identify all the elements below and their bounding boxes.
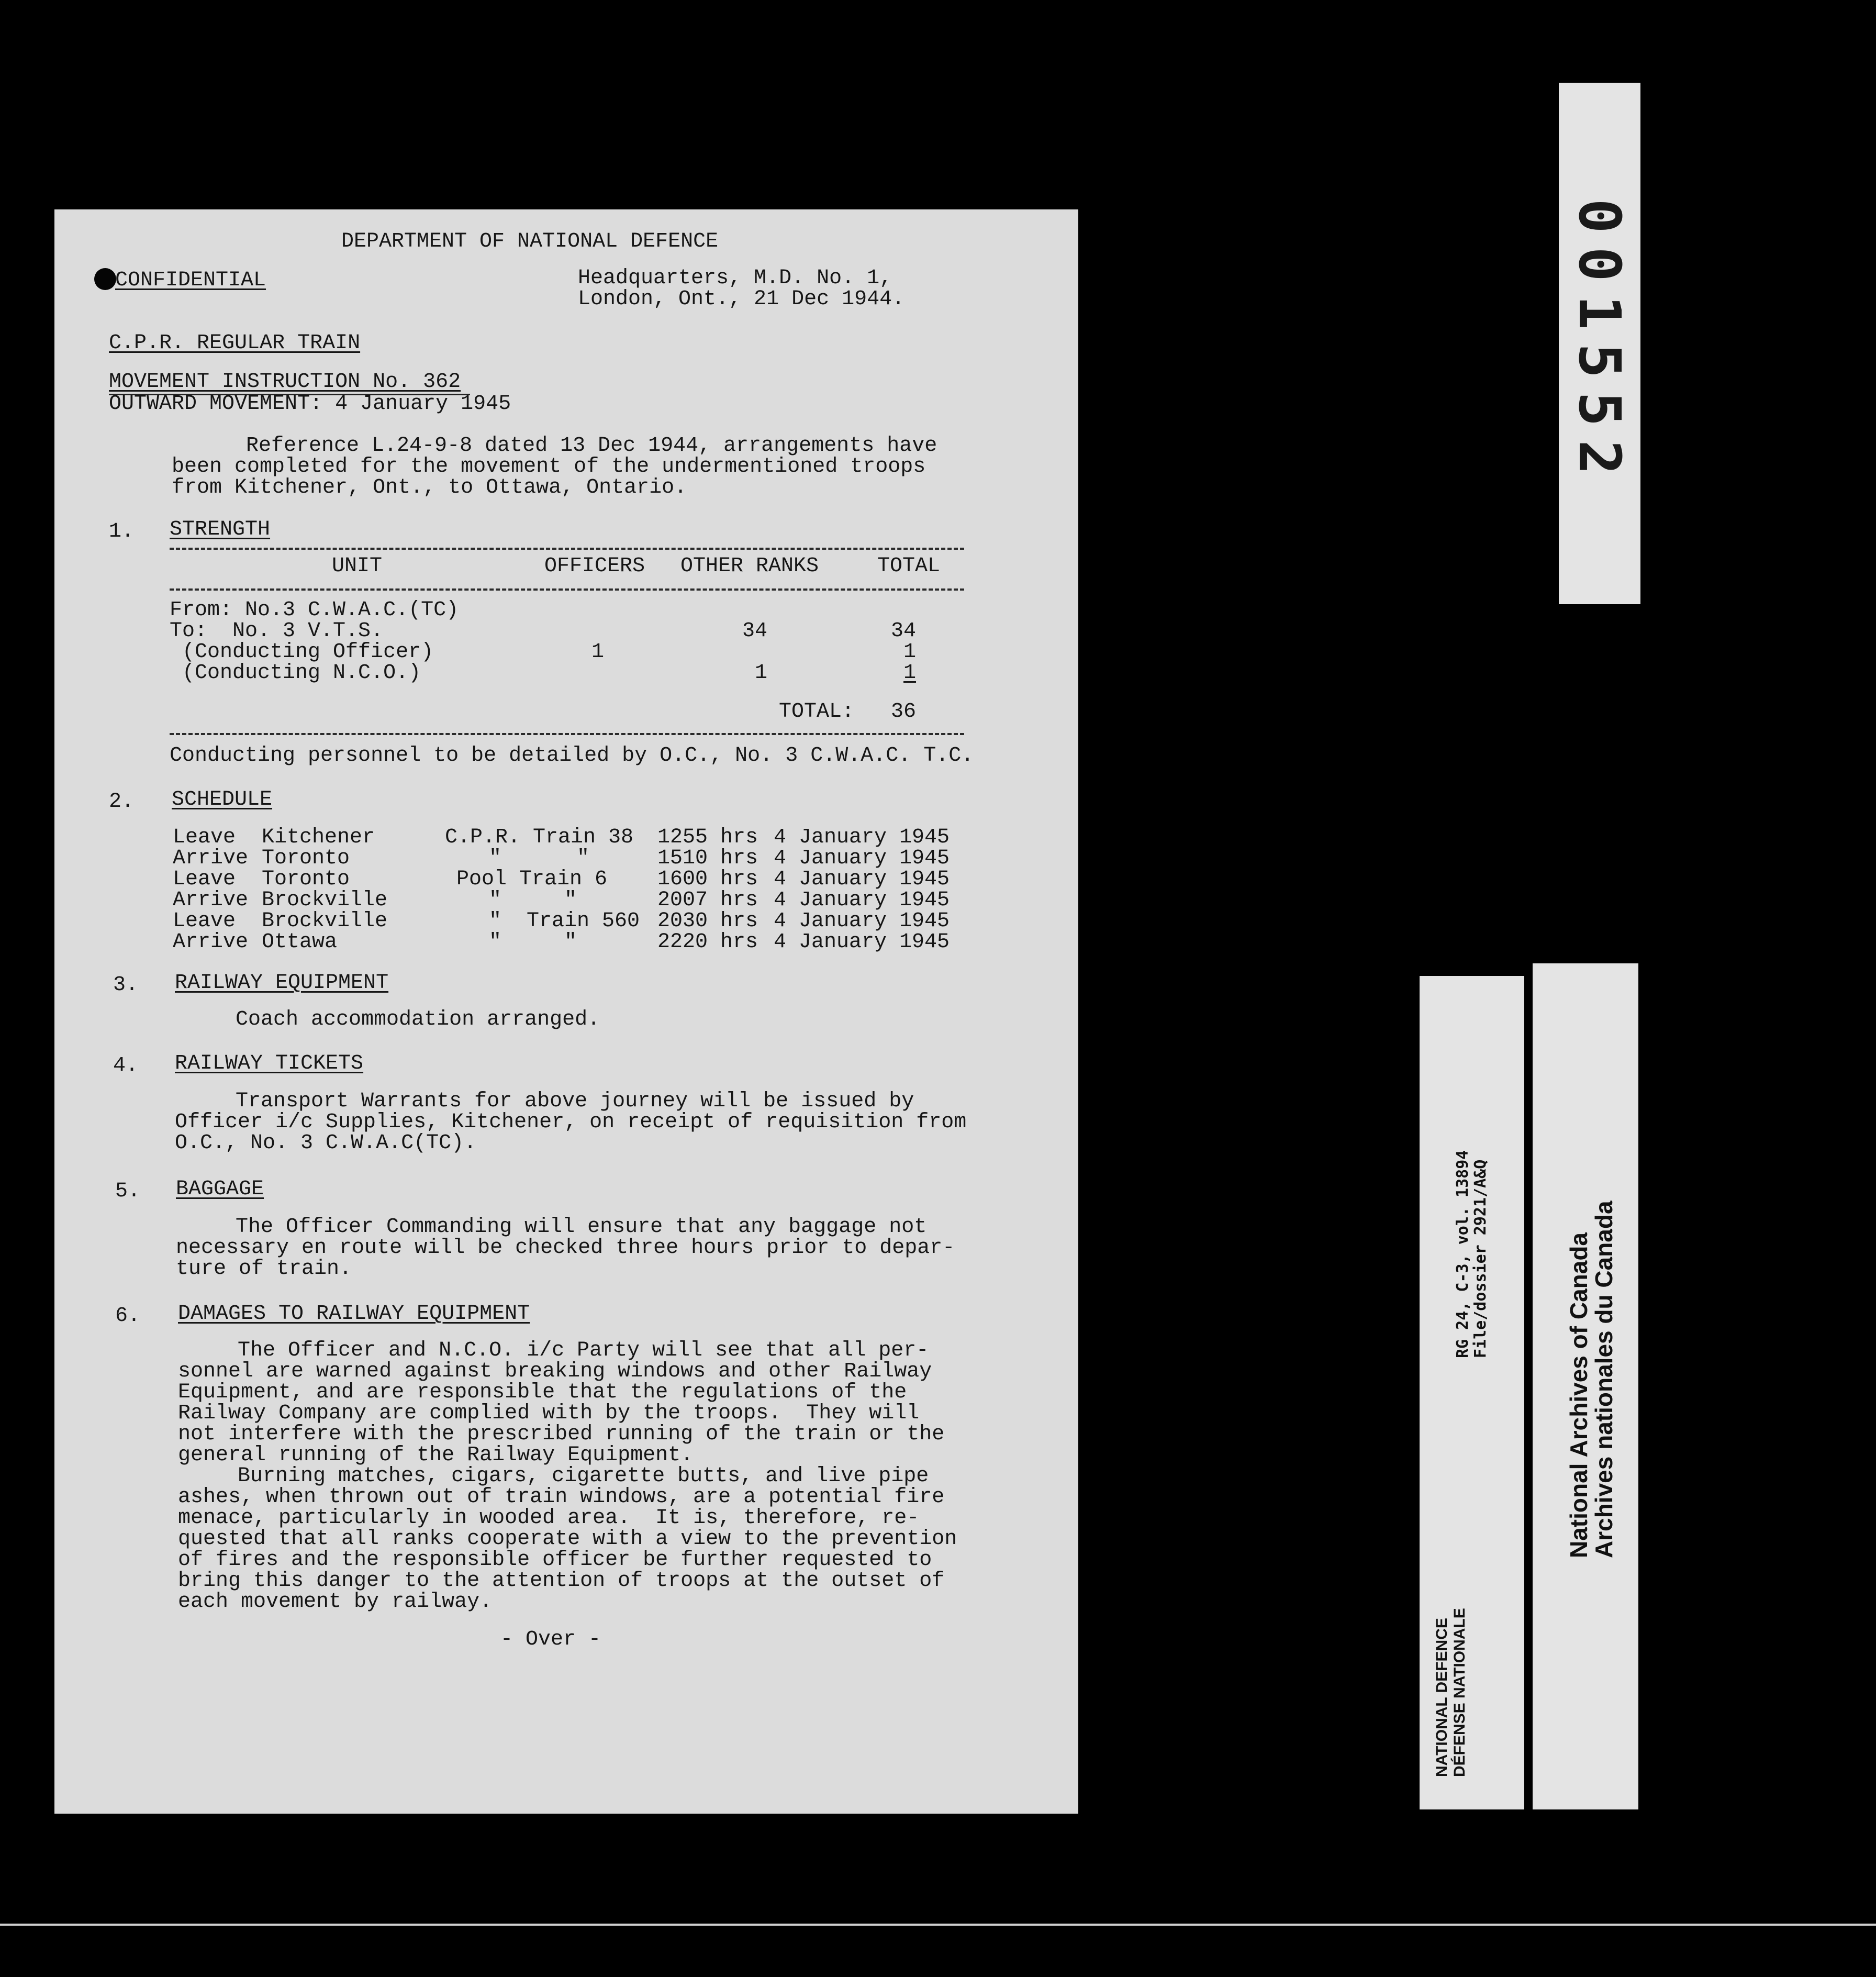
schedule-date: 4 January 1945 [774,847,950,870]
col-other-ranks: OTHER RANKS [680,554,819,578]
baggage-number: 5. [115,1180,141,1203]
damages-line: Equipment, and are responsible that the regulations of the [178,1381,907,1404]
department-heading: DEPARTMENT OF NATIONAL DEFENCE [341,230,719,253]
schedule-train: " " [489,847,590,870]
department-fr: DÉFENSE NATIONALE [1451,1608,1468,1777]
col-officers: OFFICERS [544,554,645,578]
strength-row-total: 34 [891,619,917,643]
damages-line: bring this danger to the attention of troops at the outset of [178,1569,945,1593]
frame-number: 001552 [1566,198,1633,488]
schedule-train: " " [489,930,577,954]
national-archives-label [1533,963,1638,1809]
damages-line: The Officer and N.C.O. i/c Party will see that all per- [238,1339,929,1362]
baggage-line-1: The Officer Commanding will ensure that any baggage not [236,1215,927,1239]
schedule-number: 2. [109,790,135,814]
tickets-line-2: Officer i/c Supplies, Kitchener, on receipt of requisition from [175,1110,967,1134]
strength-row-total: 1 [903,661,917,685]
strength-number: 1. [109,520,135,543]
strength-row-other-ranks: 34 [742,619,768,643]
department-en: NATIONAL DEFENCE [1433,1618,1450,1777]
railway-equipment-text: Coach accommodation arranged. [236,1008,600,1031]
schedule-train: " " [489,888,577,912]
strength-row-other-ranks: 1 [755,661,768,685]
schedule-time: 1600 hrs [657,868,758,891]
movement-instruction: MOVEMENT INSTRUCTION No. 362 [109,370,461,394]
table-top-rule [170,548,964,550]
railway-tickets-heading: RAILWAY TICKETS [175,1052,364,1075]
schedule-date: 4 January 1945 [774,909,950,933]
schedule-train: " Train 560 [489,909,640,933]
damages-heading: DAMAGES TO RAILWAY EQUIPMENT [178,1302,530,1326]
tickets-line-1: Transport Warrants for above journey will be issued by [236,1090,914,1113]
strength-row-unit: From: No.3 C.W.A.C.(TC) [170,598,459,622]
tickets-line-3: O.C., No. 3 C.W.A.C(TC). [175,1131,477,1155]
baggage-heading: BAGGAGE [176,1178,264,1201]
strength-row-unit: (Conducting Officer) [170,640,434,664]
railway-equipment-number: 3. [113,973,139,997]
schedule-place: Kitchener [262,826,375,849]
schedule-place: Toronto [262,868,350,891]
conducting-note: Conducting personnel to be detailed by O.C., No. 3 C.W.A.C. T.C. [170,744,974,768]
schedule-place: Brockville [262,909,388,933]
intro-line-3: from Kitchener, Ont., to Ottawa, Ontario. [172,476,687,499]
schedule-time: 1255 hrs [657,826,758,849]
total-value: 36 [891,700,917,724]
total-label: TOTAL: [779,700,855,724]
damages-number: 6. [115,1304,141,1328]
schedule-date: 4 January 1945 [774,826,950,849]
schedule-date: 4 January 1945 [774,930,950,954]
outward-movement: OUTWARD MOVEMENT: 4 January 1945 [109,392,511,416]
damages-line: Railway Company are complied with by the troops. They will [178,1402,920,1425]
damages-line: Burning matches, cigars, cigarette butts, and live pipe [238,1464,929,1488]
schedule-date: 4 January 1945 [774,888,950,912]
document-page [54,209,1078,1814]
schedule-action: Leave [173,909,236,933]
intro-line-2: been completed for the movement of the undermentioned troops [172,455,926,479]
strength-row-officers: 1 [591,640,605,664]
classification-bullet [94,268,116,290]
schedule-place: Ottawa [262,930,338,954]
frame-number-strip [1559,83,1640,604]
col-unit: UNIT [332,554,383,578]
schedule-train: C.P.R. Train 38 [445,826,634,849]
damages-line: each movement by railway. [178,1590,493,1614]
strength-row-unit: (Conducting N.C.O.) [170,661,421,685]
strength-heading: STRENGTH [170,518,271,541]
national-defence-label [1420,976,1524,1809]
table-bottom-rule [170,733,964,735]
page-footer: - Over - [500,1628,601,1651]
baggage-line-3: ture of train. [176,1257,352,1281]
damages-line: general running of the Railway Equipment. [178,1443,694,1467]
schedule-place: Toronto [262,847,350,870]
schedule-action: Arrive [173,930,249,954]
strength-row-total: 1 [903,640,917,664]
col-total: TOTAL [877,554,941,578]
schedule-heading: SCHEDULE [172,788,273,812]
intro-line-1: Reference L.24-9-8 dated 13 Dec 1944, arrangements have [246,434,937,458]
classification: CONFIDENTIAL [115,269,266,292]
schedule-time: 2007 hrs [657,888,758,912]
schedule-time: 2220 hrs [657,930,758,954]
archive-reference-line2: File/dossier 2921/A&Q [1471,1159,1490,1358]
schedule-action: Arrive [173,888,249,912]
schedule-time: 1510 hrs [657,847,758,870]
damages-line: menace, particularly in wooded area. It is, therefore, re- [178,1506,920,1530]
headquarters-line2: London, Ont., 21 Dec 1944. [578,287,905,311]
strength-row-unit: To: No. 3 V.T.S. [170,619,384,643]
schedule-action: Leave [173,826,236,849]
table-header-rule [170,588,964,591]
railway-tickets-number: 4. [113,1054,139,1078]
archives-en: National Archives of Canada [1565,1232,1592,1558]
baggage-line-2: necessary en route will be checked three hours prior to depar- [176,1236,955,1260]
schedule-place: Brockville [262,888,388,912]
railway-equipment-heading: RAILWAY EQUIPMENT [175,971,389,995]
schedule-action: Arrive [173,847,249,870]
schedule-action: Leave [173,868,236,891]
film-edge-line [0,1924,1876,1926]
archive-reference-line1: RG 24, C-3, vol. 13894 [1454,1150,1472,1358]
train-type: C.P.R. REGULAR TRAIN [109,331,361,355]
headquarters-line1: Headquarters, M.D. No. 1, [578,266,892,290]
damages-line: quested that all ranks cooperate with a view to the prevention [178,1527,957,1551]
schedule-time: 2030 hrs [657,909,758,933]
archives-fr: Archives nationales du Canada [1590,1201,1617,1558]
damages-line: not interfere with the prescribed running of the train or the [178,1423,945,1446]
schedule-date: 4 January 1945 [774,868,950,891]
schedule-train: Pool Train 6 [456,868,608,891]
damages-line: sonnel are warned against breaking windows and other Railway [178,1360,932,1383]
damages-line: of fires and the responsible officer be further requested to [178,1548,932,1572]
damages-line: ashes, when thrown out of train windows, are a potential fire [178,1485,945,1509]
